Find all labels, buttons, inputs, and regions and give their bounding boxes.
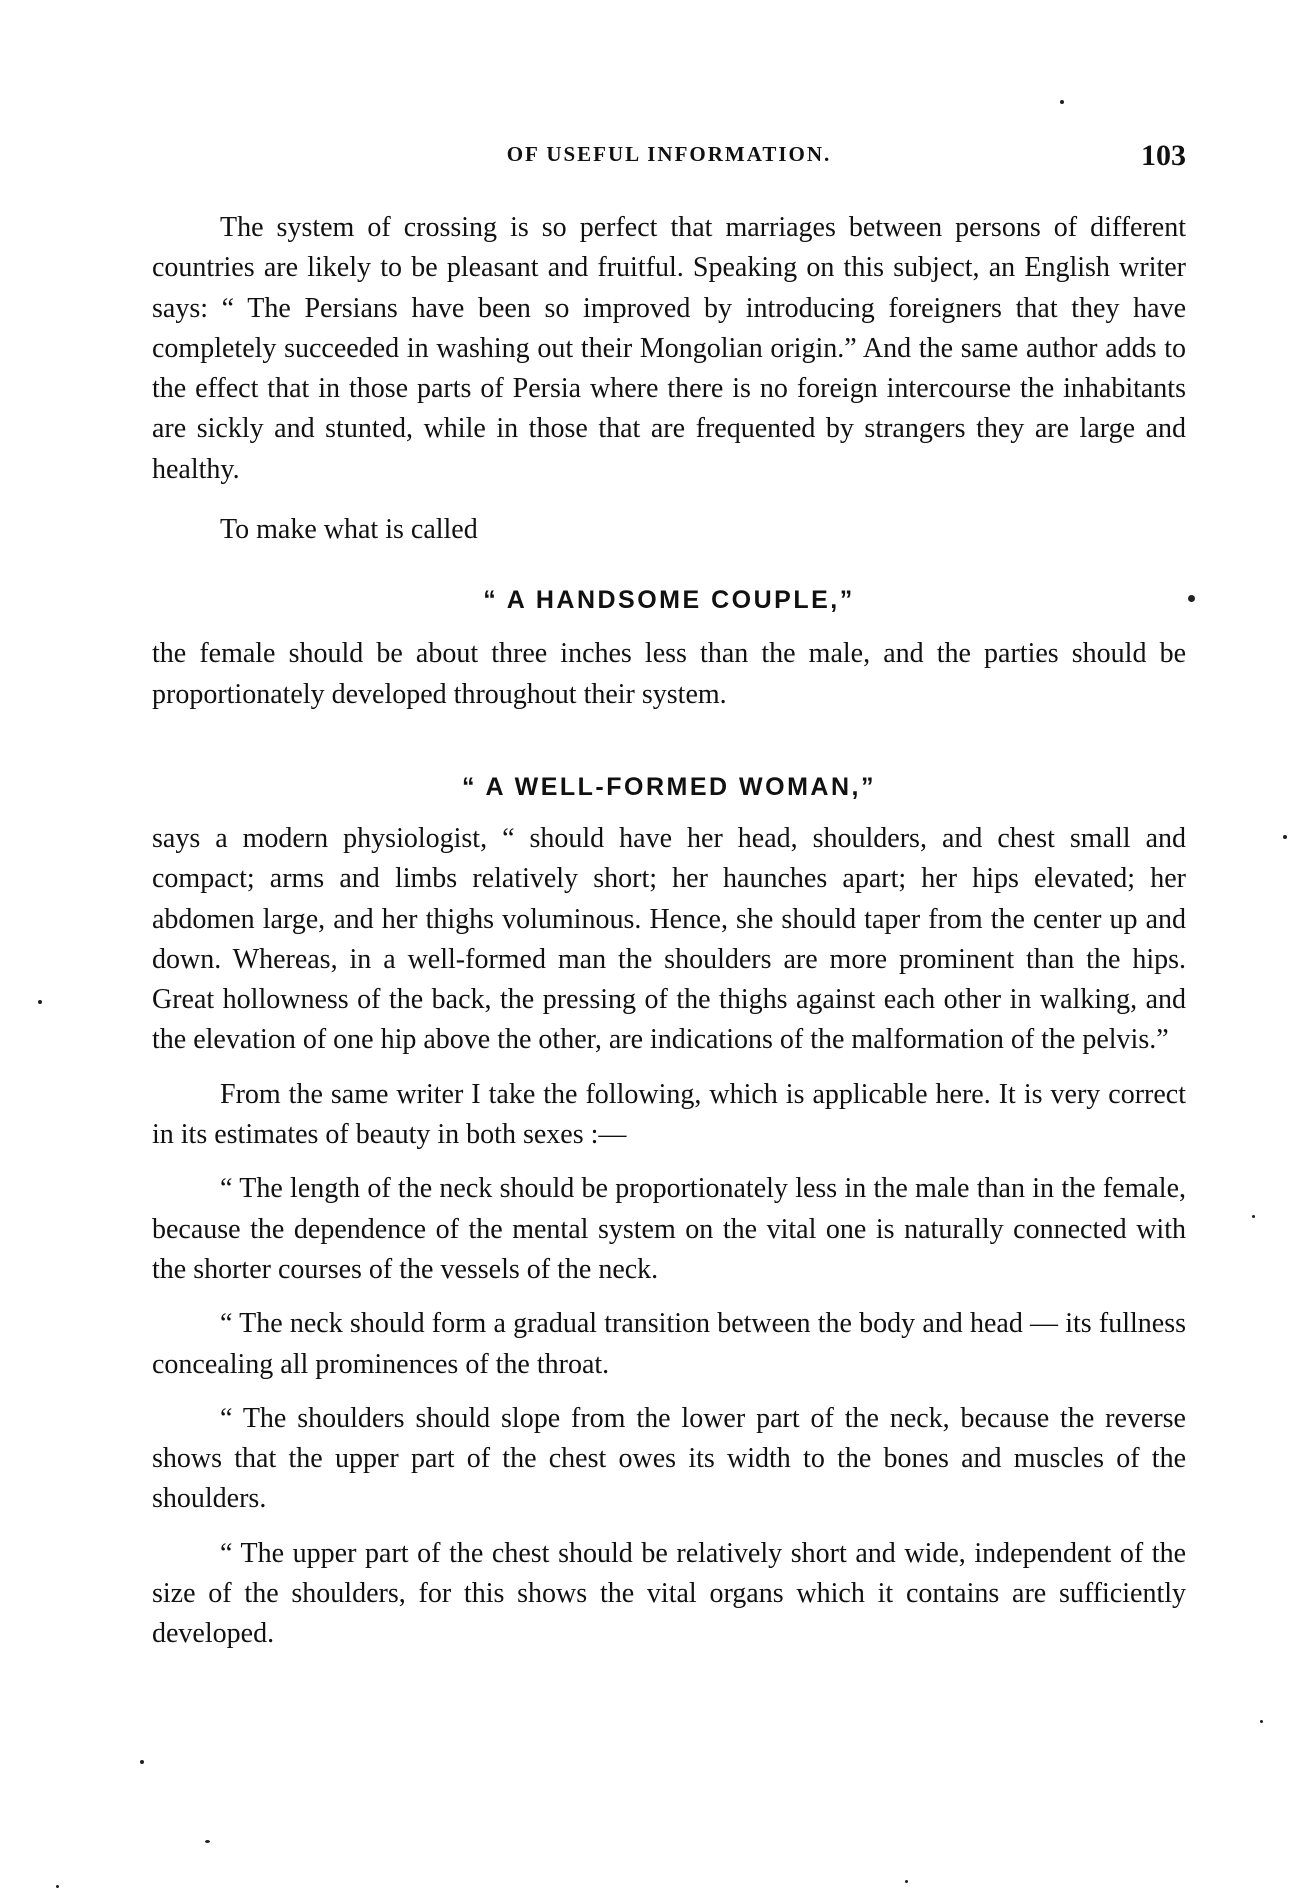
- paragraph-intro-handsome-couple: To make what is called: [220, 514, 478, 546]
- paragraph-handsome-couple: the female should be about three inches less than the male, and the parties should be proportionately developed throughout their system.: [152, 638, 1186, 710]
- section-heading-well-formed-woman: “ A WELL-FORMED WOMAN,”: [462, 772, 876, 801]
- paragraph-upper-chest: “ The upper part of the chest should be relatively short and wide, independent of the size of the shoulders, for this shows the vital organs which it contains are sufficiently developed.: [152, 1537, 1186, 1650]
- scan-speck: [56, 1885, 59, 1888]
- scan-speck: [38, 1000, 42, 1004]
- paragraph-neck-transition: “ The neck should form a gradual transition between the body and head — its fullness concealing all prominences of the throat.: [152, 1308, 1186, 1380]
- page-number: 103: [1141, 139, 1186, 172]
- scan-speck: [140, 1760, 144, 1764]
- scan-speck: [1260, 1720, 1263, 1723]
- paragraph-same-writer: From the same writer I take the following, which is applicable here. It is very correct in its estimates of beauty in both sexes :—: [152, 1078, 1186, 1151]
- scan-speck: [1188, 595, 1195, 602]
- paragraph-persian-crossing: The system of crossing is so perfect that marriages between persons of different countries are likely to be pleasant and fruitful. Speaking on this subject, an English writer says: “ The Persians have been so improved by introducing foreigners that they have completely succeeded in washing out their Mongolian origin.” And the same author adds to the effect that in those parts of Persia where there is no foreign intercourse the inhabitants are sickly and stunted, while in those that are frequented by strangers they are large and healthy.: [152, 212, 1186, 485]
- section-heading-handsome-couple: “ A HANDSOME COUPLE,”: [483, 586, 855, 615]
- scan-speck: [1283, 835, 1287, 839]
- scan-speck: [205, 1840, 210, 1843]
- scan-speck: [1252, 1215, 1255, 1218]
- paragraph-well-formed-woman: says a modern physiologist, “ should have her head, shoulders, and chest small and compact; arms and limbs relatively short; her haunches apart; her hips elevated; her abdomen large, and her thighs voluminous. Hence, she should taper from the center up and down. Whereas, in a well-formed man the shoulders are more prominent than the hips. Great hollowness of the back, the pressing of the thighs against each other in walking, and the elevation of one hip above the other, are indications of the malformation of the pelvis.”: [152, 822, 1186, 1056]
- scan-speck: [1060, 100, 1064, 104]
- paragraph-shoulders: “ The shoulders should slope from the lower part of the neck, because the reverse shows that the upper part of the chest owes its width to the bones and muscles of the shoulders.: [152, 1402, 1186, 1515]
- scan-speck: [905, 1880, 908, 1883]
- running-title: OF USEFUL INFORMATION.: [506, 142, 832, 166]
- running-header: [152, 139, 1186, 176]
- paragraph-neck-length: “ The length of the neck should be proportionately less in the male than in the female, because the dependence of the mental system on the vital one is naturally connected with the shorter courses of the vessels of the neck.: [152, 1173, 1186, 1285]
- body-text: [152, 208, 1186, 1655]
